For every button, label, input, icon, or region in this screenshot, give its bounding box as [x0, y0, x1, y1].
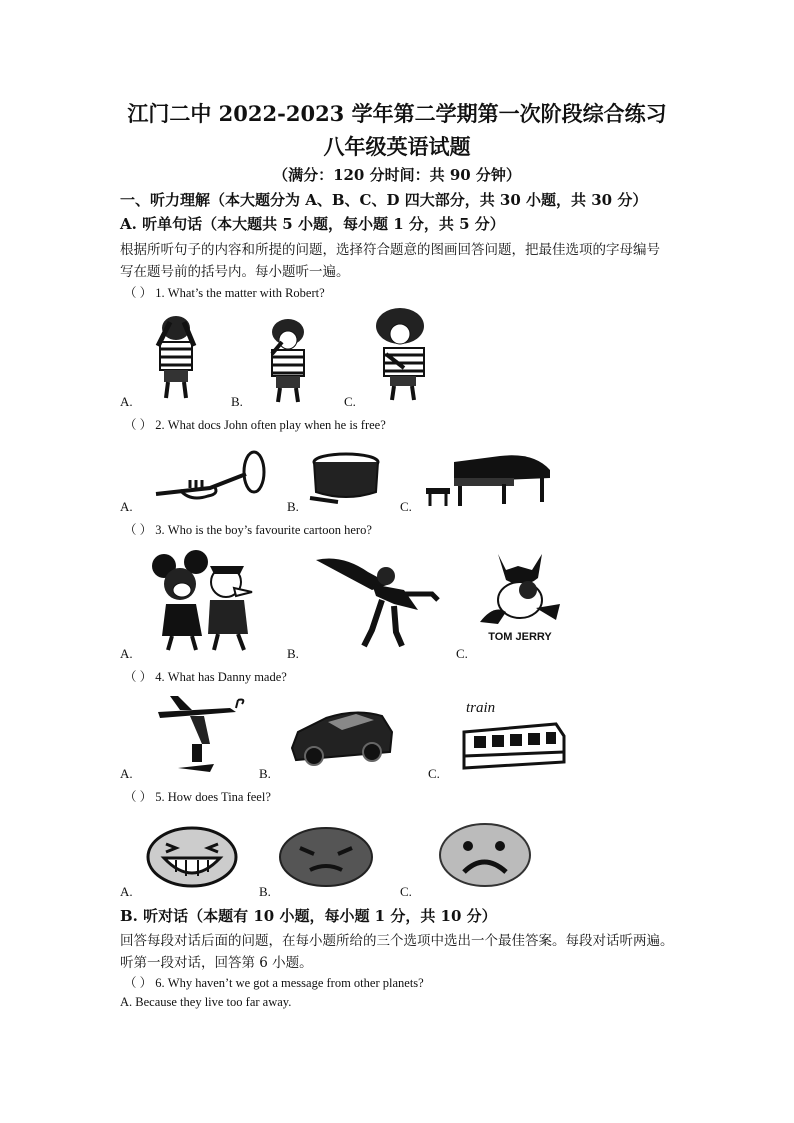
- option-3a[interactable]: A.: [120, 646, 133, 661]
- picture-2b-drum: [308, 452, 386, 504]
- picture-1a-boy-headache: [150, 312, 206, 402]
- tom-jerry-logo-label: TOM JERRY: [488, 631, 552, 643]
- question-text: 3. Who is the boy’s favourite cartoon hero?: [155, 523, 372, 537]
- option-1c[interactable]: C.: [344, 394, 356, 409]
- question-text: 1. What’s the matter with Robert?: [155, 286, 325, 300]
- title-line-2: 八年级英语试题: [323, 134, 471, 159]
- option-2c[interactable]: C.: [400, 499, 412, 514]
- partB-instruction-1: 回答每段对话后面的问题，在每小题所给的三个选项中选出一个最佳答案。每段对话听两遍。: [120, 933, 674, 949]
- question-3: [124, 520, 372, 538]
- answer-bracket[interactable]: （ ）: [124, 790, 153, 804]
- option-5c[interactable]: C.: [400, 884, 412, 899]
- question-text: 5. How does Tina feel?: [155, 790, 271, 804]
- picture-4b-car-model: [286, 702, 396, 772]
- answer-bracket[interactable]: （ ）: [124, 976, 153, 990]
- question-5: [124, 787, 271, 805]
- answer-bracket[interactable]: （ ）: [124, 418, 153, 432]
- option-1a[interactable]: A.: [120, 394, 133, 409]
- answer-bracket[interactable]: （ ）: [124, 670, 153, 684]
- picture-5b-angry-face: [278, 826, 374, 888]
- option-4b[interactable]: B.: [259, 766, 271, 781]
- answer-bracket[interactable]: （ ）: [124, 523, 153, 537]
- picture-5a-happy-face: [146, 826, 238, 888]
- partA-instruction-1: 根据所听句子的内容和所提的问题，选择符合题意的图画回答问题，把最佳选项的字母编号: [120, 242, 660, 258]
- partB-instruction-2: 听第一段对话，回答第 6 小题。: [120, 955, 313, 971]
- question-6-option-a[interactable]: A. Because they live too far away.: [120, 995, 292, 1009]
- option-2a[interactable]: A.: [120, 499, 133, 514]
- picture-3c-tom-jerry: [476, 544, 566, 646]
- question-1: [124, 283, 325, 301]
- partA-instruction-2: 写在题号前的括号内。每小题听一遍。: [120, 264, 350, 280]
- score-note: （满分：120 分时间：共 90 分钟）: [273, 166, 521, 184]
- section1-heading: 一、听力理解（本大题分为 A、B、C、D 四大部分，共 30 小题，共 30 分）: [120, 191, 648, 209]
- option-5b[interactable]: B.: [259, 884, 271, 899]
- title-line-1: 江门二中 2022-2023 学年第二学期第一次阶段综合练习: [127, 101, 667, 126]
- question-text: 4. What has Danny made?: [155, 670, 287, 684]
- option-3c[interactable]: C.: [456, 646, 468, 661]
- picture-2c-piano: [424, 448, 552, 510]
- option-3b[interactable]: B.: [287, 646, 299, 661]
- picture-1b-boy-toothache: [260, 318, 316, 404]
- picture-5c-sad-face: [438, 822, 532, 888]
- option-4a[interactable]: A.: [120, 766, 133, 781]
- option-4c[interactable]: C.: [428, 766, 440, 781]
- picture-2a-trumpet: [150, 450, 268, 508]
- question-2: [124, 415, 386, 433]
- question-4: [124, 667, 287, 685]
- picture-3a-mickey-donald: [148, 548, 260, 654]
- partB-heading: B. 听对话（本题有 10 小题，每小题 1 分，共 10 分）: [120, 907, 497, 925]
- answer-bracket[interactable]: （ ）: [124, 286, 153, 300]
- option-5a[interactable]: A.: [120, 884, 133, 899]
- partA-heading: A. 听单句话（本大题共 5 小题，每小题 1 分，共 5 分）: [120, 215, 505, 233]
- option-1b[interactable]: B.: [231, 394, 243, 409]
- picture-4c-train-model: [460, 698, 568, 776]
- train-drawing-label: train: [466, 700, 496, 716]
- picture-1c-boy-stomachache: [370, 306, 440, 402]
- question-text: 2. What docs John often play when he is free?: [155, 418, 386, 432]
- picture-3b-superman: [312, 550, 440, 650]
- picture-4a-plane-model: [150, 694, 254, 774]
- question-6: [124, 973, 424, 991]
- option-2b[interactable]: B.: [287, 499, 299, 514]
- question-text: 6. Why haven’t we got a message from other planets?: [155, 976, 424, 990]
